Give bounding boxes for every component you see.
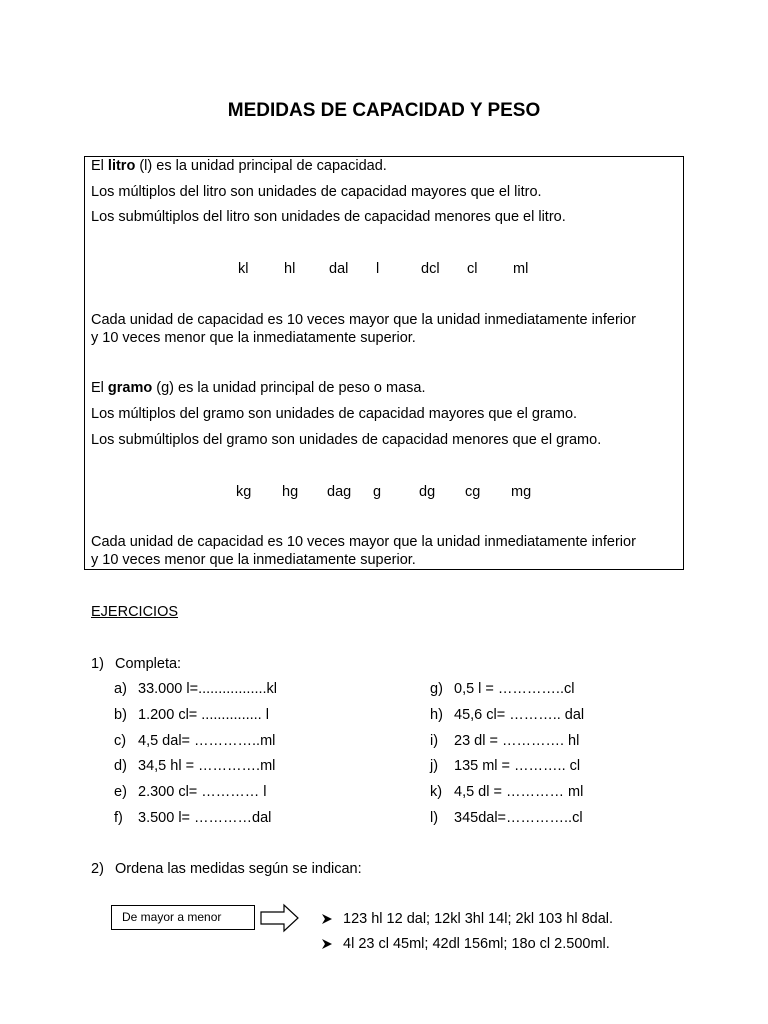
unit-dal: dal [329,261,349,277]
exercise-item: 4,5 dl = ………… ml [454,784,584,800]
right-arrow-icon [260,903,300,933]
unit-hg: hg [282,484,299,500]
exercise-item: 34,5 hl = ………….ml [138,758,276,774]
page-title: MEDIDAS DE CAPACIDAD Y PESO [227,100,541,121]
exercise-item: 0,5 l = …………..cl [454,681,575,697]
unit-dag: dag [327,484,352,500]
gramo-multiples: Los múltiplos del gramo son unidades de capacidad mayores que el gramo. [91,406,578,422]
unit-l: l [376,261,380,277]
gramo-bold: gramo [107,380,153,396]
litro-rule-line1: Cada unidad de capacidad es 10 veces mayor que la unidad inmediatamente inferior [91,312,636,328]
unit-g: g [373,484,382,500]
exercise-item: 2.300 cl= ………… l [138,784,267,800]
litro-submultiples: Los submúltiplos del litro son unidades de capacidad menores que el litro. [91,209,566,225]
exercise-letter: k) [430,784,443,800]
unit-hl: hl [284,261,296,277]
exercise-letter: j) [430,758,439,774]
order-item-2: 4l 23 cl 45ml; 42dl 156ml; 18o cl 2.500ml. [343,936,610,952]
order-item-1: 123 hl 12 dal; 12kl 3hl 14l; 2kl 103 hl 8dal. [343,911,614,927]
bullet-arrow-icon [321,938,333,950]
litro-definition: El litro (l) es la unidad principal de capacidad. [91,158,387,174]
unit-kg: kg [236,484,252,500]
litro-rule-line2: y 10 veces menor que la inmediatamente superior. [91,330,416,346]
exercise-letter: c) [114,733,127,749]
exercise-item: 1.200 cl= ............... l [138,707,269,723]
exercise-2-label: Ordena las medidas según se indican: [115,861,362,877]
gramo-rule-line1: Cada unidad de capacidad es 10 veces mayor que la unidad inmediatamente inferior [91,534,636,550]
exercise-letter: f) [114,810,123,826]
unit-mg: mg [511,484,532,500]
bullet-arrow-icon [321,913,333,925]
unit-ml: ml [513,261,529,277]
exercise-letter: b) [114,707,127,723]
exercise-item: 45,6 cl= ……….. dal [454,707,585,723]
exercise-letter: a) [114,681,127,697]
exercise-letter: l) [430,810,439,826]
gramo-definition: El gramo (g) es la unidad principal de peso o masa. [91,380,426,396]
unit-cg: cg [465,484,481,500]
unit-kl: kl [238,261,249,277]
exercise-item: 23 dl = …………. hl [454,733,580,749]
litro-multiples: Los múltiplos del litro son unidades de capacidad mayores que el litro. [91,184,542,200]
unit-dg: dg [419,484,436,500]
exercise-1-number: 1) [91,656,104,672]
unit-dcl: dcl [421,261,440,277]
unit-cl: cl [467,261,478,277]
exercises-heading: EJERCICIOS [91,604,179,620]
exercise-letter: g) [430,681,443,697]
gramo-submultiples: Los submúltiplos del gramo son unidades de capacidad menores que el gramo. [91,432,602,448]
exercise-letter: e) [114,784,127,800]
exercise-letter: i) [430,733,439,749]
exercise-item: 135 ml = ……….. cl [454,758,581,774]
exercise-2-number: 2) [91,861,104,877]
exercise-1-label: Completa: [115,656,182,672]
litro-bold: litro [107,158,136,174]
exercise-letter: h) [430,707,443,723]
exercise-item: 3.500 l= …………dal [138,810,272,826]
exercise-item: 33.000 l=.................kl [138,681,278,697]
exercise-item: 345dal=…………..cl [454,810,583,826]
order-direction-box: De mayor a menor [111,905,255,930]
exercise-letter: d) [114,758,127,774]
gramo-rule-line2: y 10 veces menor que la inmediatamente superior. [91,552,416,568]
exercise-item: 4,5 dal= …………..ml [138,733,276,749]
